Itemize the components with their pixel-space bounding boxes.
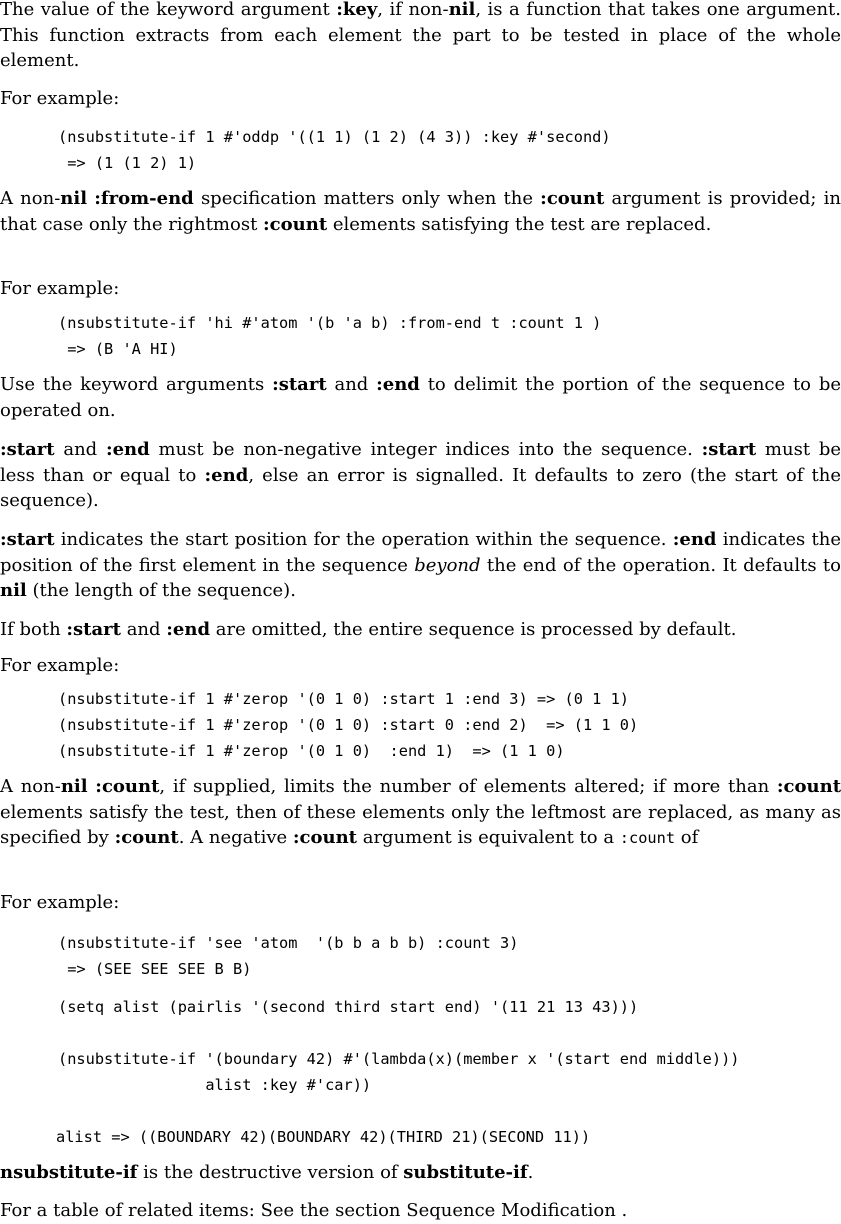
related-items-paragraph: For a table of related items: See the section Sequence Modification .: [0, 1200, 628, 1221]
keyword: :end: [376, 374, 420, 395]
code-example-count: [58, 930, 518, 982]
text: , is a function that takes one argument. This function extracts from each element the part to be tested in place of the whole element.: [0, 0, 841, 72]
text: indicates the position of the first element in the sequence: [0, 529, 841, 576]
for-example-label: For example:: [0, 892, 120, 913]
code-example-from-end: [58, 310, 601, 362]
text: , if non-: [377, 0, 449, 20]
for-example-label: For example:: [0, 278, 120, 299]
key-argument-paragraph: [0, 0, 841, 74]
text: specification matters only when the: [193, 188, 541, 209]
text: , else an error is signalled. It defaults to zero (the start of the sequence).: [0, 464, 841, 512]
start-end-intro-paragraph: [0, 372, 841, 423]
for-example-label: For example:: [0, 655, 120, 676]
keyword: :end: [105, 439, 150, 460]
start-end-constraints-paragraph: [0, 437, 841, 514]
text: The value of the keyword argument: [0, 0, 337, 20]
keyword: :count: [95, 776, 160, 797]
keyword: :count: [263, 213, 328, 235]
text: the end of the operation. It defaults to: [480, 554, 841, 576]
code-setq-alist: (setq alist (pairlis '(second third start end) '(11 21 13 43))): [58, 998, 639, 1016]
keyword: :key: [336, 0, 378, 20]
text: A non-: [0, 776, 61, 797]
keyword: :count: [114, 827, 179, 849]
code-line: (nsubstitute-if 'hi #'atom '(b 'a b) :from-end t :count 1 ): [58, 314, 602, 332]
keyword: :from-end: [94, 188, 194, 209]
text: . A negative: [178, 827, 293, 849]
text: and: [54, 439, 106, 460]
keyword: :end: [672, 529, 717, 550]
text: elements satisfy the test, then of these elements only the leftmost are replaced, as many as specified by: [0, 801, 841, 849]
text: A non-: [0, 188, 61, 209]
code-nsubstitute-alist: [58, 1046, 740, 1098]
text: and: [326, 374, 377, 395]
for-example-label: For example:: [0, 88, 120, 109]
keyword: :start: [66, 619, 121, 640]
code-line: (nsubstitute-if 1 #'zerop '(0 1 0) :end 1) => (1 1 0): [58, 742, 565, 760]
code-result: => (B 'A HI): [58, 340, 178, 358]
emphasis: beyond: [414, 554, 481, 576]
keyword: nil: [0, 580, 27, 602]
text: argument is provided; in that case only the rightmost: [0, 188, 841, 235]
text: must be non-negative integer indices into the sequence.: [149, 439, 702, 460]
code-alist-result: alist => ((BOUNDARY 42)(BOUNDARY 42)(THIRD 21)(SECOND 11)): [56, 1128, 591, 1146]
text: is the destructive version of: [137, 1162, 404, 1183]
keyword: :start: [0, 529, 55, 550]
keyword: :end: [166, 619, 211, 640]
keyword: :count: [776, 776, 841, 797]
text: and: [120, 619, 167, 640]
text: Use the keyword arguments: [0, 374, 273, 395]
code-result: => (SEE SEE SEE B B): [58, 960, 252, 978]
keyword: :end: [204, 464, 249, 486]
keyword: :count: [292, 827, 357, 849]
keyword: nil: [60, 776, 88, 797]
text: must be less than or equal to: [0, 439, 841, 486]
keyword: :start: [701, 439, 757, 460]
count-paragraph: [0, 774, 841, 852]
keyword: :count: [540, 188, 605, 209]
function-name: substitute-if: [403, 1162, 528, 1183]
omitted-paragraph: [0, 617, 841, 643]
code-line: (nsubstitute-if 1 #'oddp '((1 1) (1 2) (4 3)) :key #'second): [58, 128, 611, 146]
code-line: (nsubstitute-if 1 #'zerop '(0 1 0) :start 0 :end 2) => (1 1 0): [58, 716, 639, 734]
code-line: alist :key #'car)): [58, 1076, 372, 1094]
code-line: (nsubstitute-if 1 #'zerop '(0 1 0) :start 1 :end 3) => (0 1 1): [58, 690, 629, 708]
keyword: nil: [60, 188, 88, 209]
code-example-start-end: [58, 686, 638, 764]
text: , if supplied, limits the number of elements altered; if more than: [159, 776, 777, 797]
text: indicates the start position for the operation within the sequence.: [54, 529, 673, 550]
keyword: :start: [272, 374, 327, 395]
code-line: (nsubstitute-if '(boundary 42) #'(lambda(x)(member x '(start end middle))): [58, 1050, 740, 1068]
function-name: nsubstitute-if: [0, 1162, 138, 1183]
text: (the length of the sequence).: [26, 580, 296, 602]
text: argument is equivalent to a: [357, 827, 620, 849]
text: to delimit the portion of the sequence to be operated on.: [0, 374, 841, 421]
text: elements satisfying the test are replaced.: [327, 213, 712, 235]
text: of: [675, 827, 699, 849]
destructive-version-paragraph: [0, 1160, 841, 1186]
text: If both: [0, 619, 67, 640]
text: .: [527, 1162, 534, 1183]
code-result: => (1 (1 2) 1): [58, 154, 197, 172]
text: are omitted, the entire sequence is processed by default.: [210, 619, 737, 640]
keyword: :start: [0, 439, 55, 460]
code-example-key: [58, 124, 611, 176]
code-line: (nsubstitute-if 'see 'atom '(b b a b b) :count 3): [58, 934, 519, 952]
start-end-meaning-paragraph: [0, 527, 841, 604]
keyword: nil: [448, 0, 476, 20]
from-end-paragraph: [0, 186, 841, 237]
code-inline: :count: [619, 829, 676, 848]
